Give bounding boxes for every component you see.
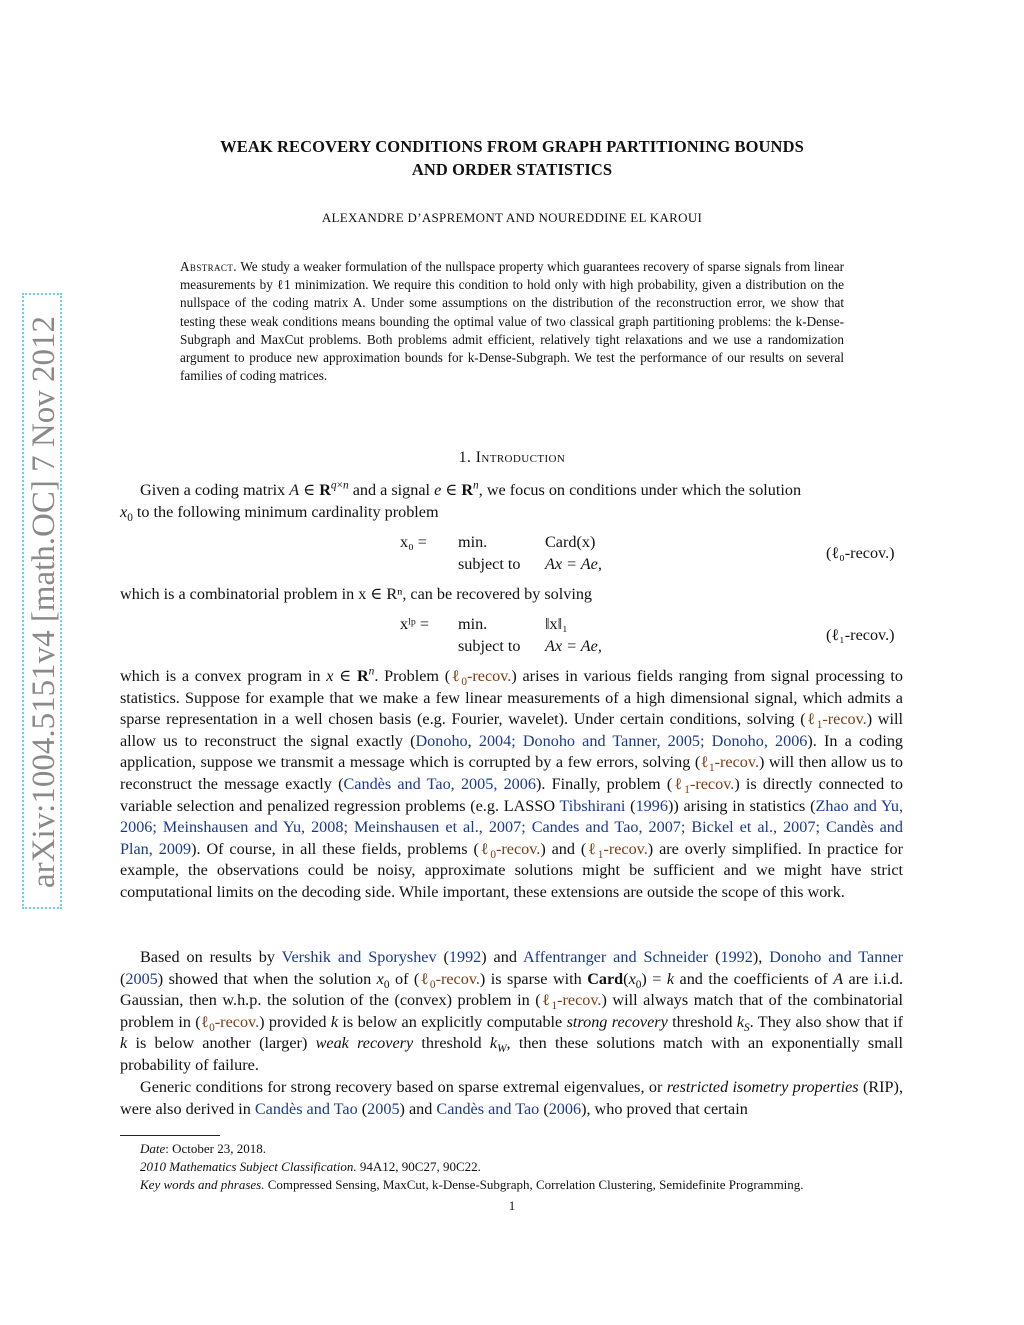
footnote-keywords: Key words and phrases. Compressed Sensing, MaxCut, k-Dense-Subgraph, Correlation Clustering, Semidefinite Programming. — [140, 1177, 804, 1192]
title-line-1: WEAK RECOVERY CONDITIONS FROM GRAPH PARTITIONING BOUNDS — [220, 137, 804, 156]
page-number: 1 — [508, 1198, 516, 1213]
eq1-min: min. — [458, 533, 488, 551]
abstract-text: We study a weaker formulation of the nullspace property which guarantees recovery of sparse signals from linear measurements by ℓ1 minimization. We require this condition to hold only with high probability, given a distribution on the nullspace of the coding matrix A. Under some assumptions on the distribution of the reconstruction error, we show that testing these weak conditions means bounding the optimal value of two classical graph partitioning problems: the k-Dense-Subgraph and MaxCut problems. Both problems admit efficient, relatively tight relaxations and we use a randomization argument to produce new approximation bounds for k-Dense-Subgraph. We test the performance of our results on several families of coding matrices. — [180, 259, 844, 384]
eq1-label: (ℓ₀-recov.) — [826, 544, 895, 562]
eq2-subject-to: subject to — [458, 637, 521, 655]
section-heading — [150, 449, 874, 467]
abstract-label: Abstract. — [180, 259, 237, 274]
eq1-constraint: Ax = Ae, — [545, 555, 602, 573]
footnote-rule — [120, 1135, 220, 1136]
eq1-lhs: x₀ = — [400, 533, 427, 551]
eq1-subject-to: subject to — [458, 555, 521, 573]
eq2-label: (ℓ₁-recov.) — [826, 626, 895, 644]
eq2-objective: ‖x‖₁ — [545, 615, 568, 633]
authors: ALEXANDRE D’ASPREMONT AND NOUREDDINE EL KAROUI — [321, 210, 703, 225]
intro-paragraph-5: Generic conditions for strong recovery based on sparse extremal eigenvalues, or restricted isometry properties (RIP), were also derived in Candès and Tao (2005) and Candès and Tao (2006), who proved that certain — [120, 1078, 903, 1118]
section-title: Introduction — [475, 449, 566, 466]
intro-paragraph-3: which is a convex program in x ∈ $R^n$. Problem (ℓ$_0$-recov.) arises in various fields ranging from signal processing to statistics. Suppose for example that we make a few linear measurements of a high dimensional signal, which admits a sparse representation in a well chosen basis (e.g. Fourier, wavelet). Under certain conditions, solving (ℓ$_1$-recov.) will allow us to reconstruct the signal exactly (Donoho, 2004; Donoho and Tanner, 2005; Donoho, 2006). In a coding application, suppose we transmit a message which is corrupted by a few errors, solving (ℓ$_1$-recov.) will then allow us to reconstruct the message exactly (Candès and Tao, 2005, 2006). Finally, problem (ℓ$_1$-recov.) is directly connected to variable selection and penalized regression problems (e.g. LASSO Tibshirani (1996)) arising in statistics (Zhao and Yu, 2006; Meinshausen and Yu, 2008; Meinshausen et al., 2007; Candes and Tao, 2007; Bickel et al., 2007; Candès and Plan, 2009). Of course, in all these fields, problems (ℓ$_0$-recov.) and (ℓ$_1$-recov.) are overly simplified. In practice for example, the observations could be noisy, approximate solutions might be sufficient and we might have strict computational limits on the decoding side. While important, these extensions are outside the scope of this work. — [120, 665, 904, 901]
eq2-lhs: xˡᵖ = — [400, 615, 429, 633]
eq1-objective: Card(x) — [545, 533, 596, 551]
intro-paragraph-4: Based on results by Vershik and Sporyshev (1992) and Affentranger and Schneider (1992), Donoho and Tanner (2005) showed that when the solution $x_0$ of (ℓ$_0$-recov.) is sparse with $Card(x_0) = k$ and the coefficients of A are i.i.d. Gaussian, then w.h.p. the solution of the (convex) problem in (ℓ$_1$-recov.) will always match that of the combinatorial problem in (ℓ$_0$-recov.) provided k is below an explicitly computable strong recovery threshold $k_S$. They also show that if k is below another (larger) weak recovery threshold $k_W$, then these solutions match with an exponentially small probability of failure. — [120, 948, 904, 1074]
intro-paragraph-1: Given a coding matrix A ∈ $R^{q\times n}$ and a signal e ∈ $R^n$, we focus on conditions under which the solution — [140, 479, 802, 499]
abstract — [180, 258, 844, 385]
intro-paragraph-1-line-2: $x_0$ to the following minimum cardinality problem — [120, 503, 439, 525]
paper-title — [150, 135, 874, 181]
arxiv-stamp: arXiv:1004.5151v4 [math.OC] 7 Nov 2012 — [26, 316, 62, 888]
title-line-2: AND ORDER STATISTICS — [411, 160, 613, 179]
eq2-min: min. — [458, 615, 488, 633]
footnote-date: Date: October 23, 2018. — [140, 1141, 267, 1156]
intro-paragraph-2: which is a combinatorial problem in x ∈ Rⁿ, can be recovered by solving — [120, 585, 593, 603]
section-number: 1. — [458, 449, 472, 466]
footnote-msc: 2010 Mathematics Subject Classification. 94A12, 90C27, 90C22. — [140, 1159, 481, 1174]
eq2-constraint: Ax = Ae, — [545, 637, 602, 655]
